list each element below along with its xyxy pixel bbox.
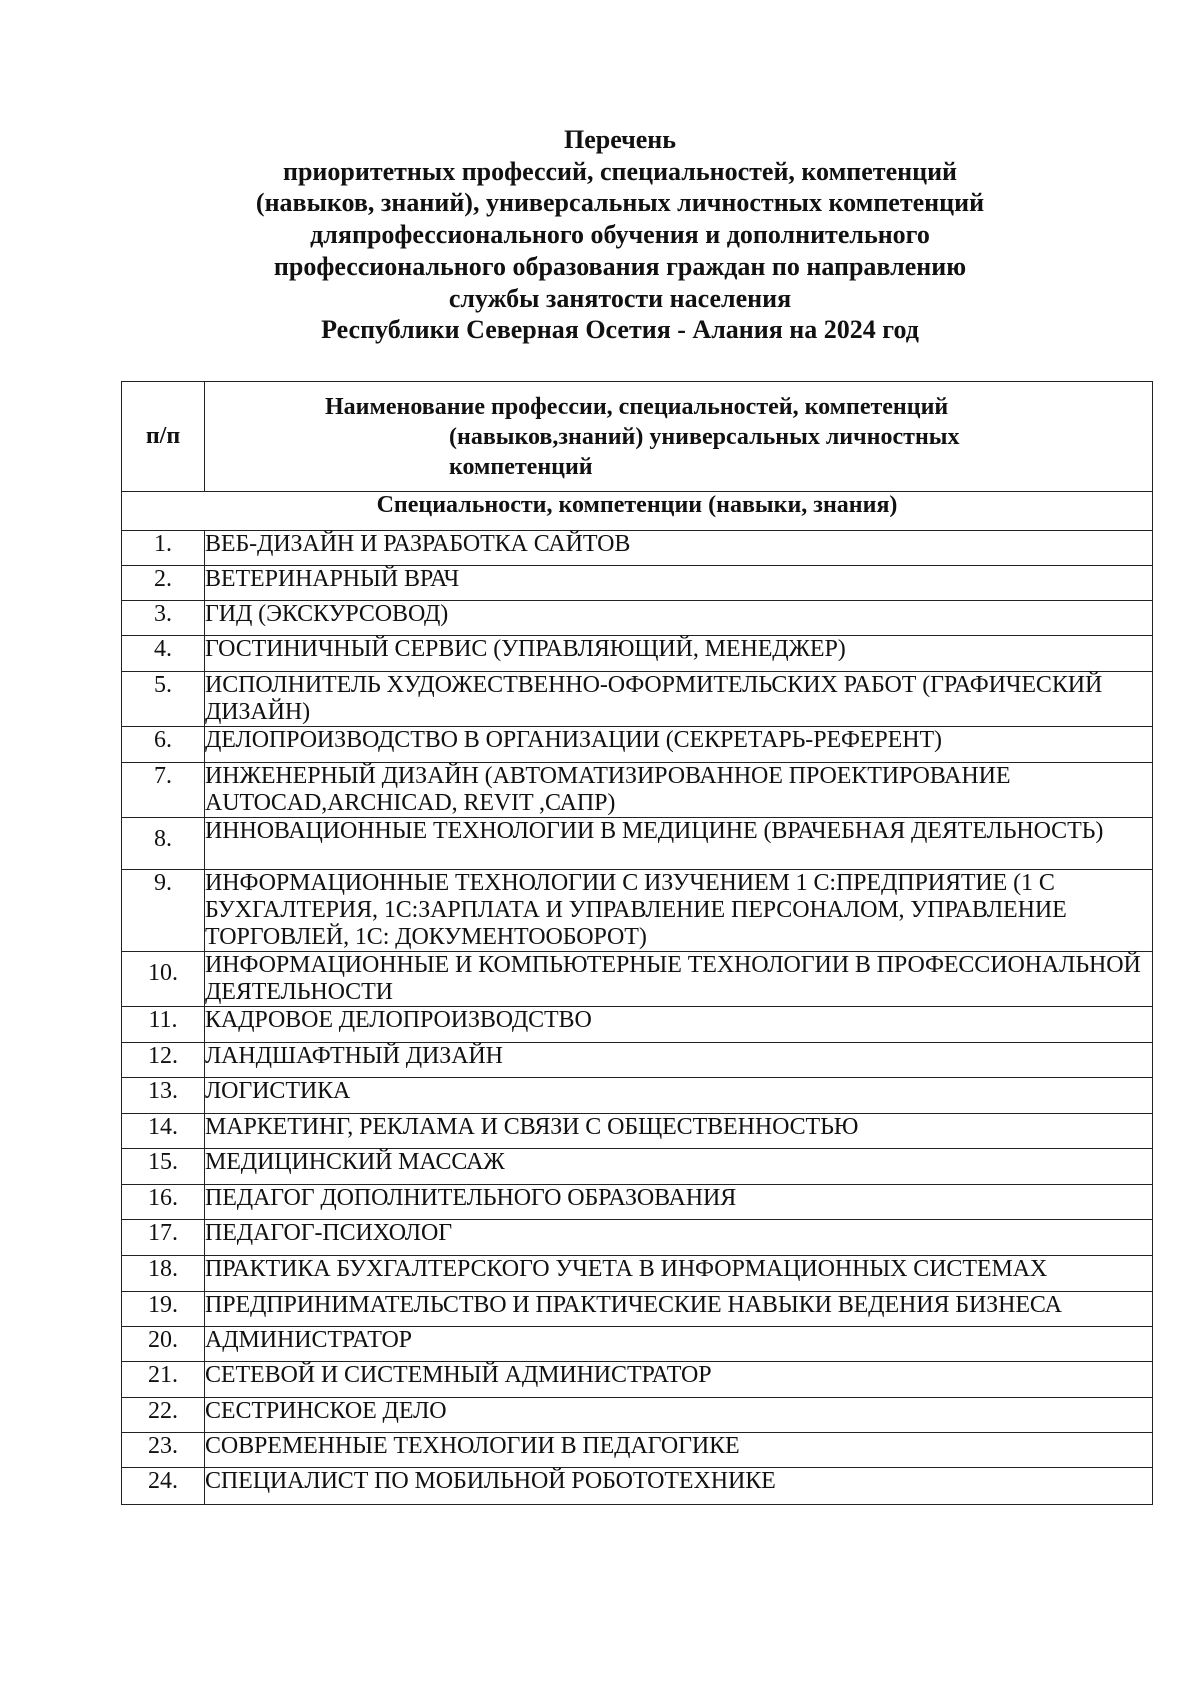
row-name: АДМИНИСТРАТОР (205, 1327, 1153, 1362)
row-number: 9. (122, 870, 205, 952)
table-row (122, 1220, 1153, 1256)
row-number: 19. (122, 1292, 205, 1327)
row-number: 16. (122, 1185, 205, 1220)
table-row (122, 566, 1153, 601)
row-name: ПРАКТИКА БУХГАЛТЕРСКОГО УЧЕТА В ИНФОРМАЦИОННЫХ СИСТЕМАХ (205, 1256, 1153, 1292)
title-line: Перечень (563, 125, 677, 154)
row-number: 6. (122, 727, 205, 763)
row-number: 11. (122, 1007, 205, 1043)
professions-table (121, 381, 1153, 1505)
row-number: 20. (122, 1327, 205, 1362)
row-number: 8. (122, 818, 205, 870)
header-name-line: (навыков,знаний) универсальных личностных (449, 424, 960, 450)
header-num-cell: п/п (122, 382, 205, 492)
table-row (122, 601, 1153, 636)
row-number: 2. (122, 566, 205, 601)
row-name: ИНФОРМАЦИОННЫЕ ТЕХНОЛОГИИ С ИЗУЧЕНИЕМ 1 С:ПРЕДПРИЯТИЕ (1 С БУХГАЛТЕРИЯ, 1С:ЗАРПЛАТА И УПРАВЛЕНИЕ ПЕРСОНАЛОМ, УПРАВЛЕНИЕ ТОРГОВЛЕЙ, 1С: ДОКУМЕНТООБОРОТ) (205, 870, 1153, 952)
row-number: 12. (122, 1043, 205, 1078)
row-number: 18. (122, 1256, 205, 1292)
header-name-line: Наименование профессии, специальностей, компетенций (325, 394, 949, 420)
table-row (122, 1185, 1153, 1220)
row-name: ДЕЛОПРОИЗВОДСТВО В ОРГАНИЗАЦИИ (СЕКРЕТАРЬ-РЕФЕРЕНТ) (205, 727, 1153, 763)
table-row (122, 727, 1153, 763)
row-number: 17. (122, 1220, 205, 1256)
row-name: ГОСТИНИЧНЫЙ СЕРВИС (УПРАВЛЯЮЩИЙ, МЕНЕДЖЕР) (205, 636, 1153, 672)
row-name: КАДРОВОЕ ДЕЛОПРОИЗВОДСТВО (205, 1007, 1153, 1043)
table-row (122, 636, 1153, 672)
row-name: ИНЖЕНЕРНЫЙ ДИЗАЙН (АВТОМАТИЗИРОВАННОЕ ПРОЕКТИРОВАНИЕ AUTOCAD,ARCHICAD, REVIT ,САПР) (205, 763, 1153, 818)
table-row (122, 870, 1153, 952)
header-name-cell (205, 382, 1153, 492)
table-row (122, 1327, 1153, 1362)
table-row (122, 1007, 1153, 1043)
row-number: 13. (122, 1078, 205, 1114)
row-name: ИСПОЛНИТЕЛЬ ХУДОЖЕСТВЕННО-ОФОРМИТЕЛЬСКИХ РАБОТ (ГРАФИЧЕСКИЙ ДИЗАЙН) (205, 672, 1153, 727)
row-number: 15. (122, 1149, 205, 1185)
row-name: ПЕДАГОГ-ПСИХОЛОГ (205, 1220, 1153, 1256)
row-number: 7. (122, 763, 205, 818)
table-row (122, 1114, 1153, 1149)
table-row (122, 1398, 1153, 1433)
title-line: профессионального образования граждан по направлению (273, 251, 967, 281)
row-name: СЕТЕВОЙ И СИСТЕМНЫЙ АДМИНИСТРАТОР (205, 1362, 1153, 1398)
row-number: 4. (122, 636, 205, 672)
section-title: Специальности, компетенции (навыки, знания) (122, 492, 1153, 531)
title-line: дляпрофессионального обучения и дополнительного (310, 220, 930, 250)
row-number: 10. (122, 952, 205, 1007)
table-row (122, 531, 1153, 566)
section-row (122, 492, 1153, 531)
row-name: ИНФОРМАЦИОННЫЕ И КОМПЬЮТЕРНЫЕ ТЕХНОЛОГИИ В ПРОФЕССИОНАЛЬНОЙ ДЕЯТЕЛЬНОСТИ (205, 952, 1153, 1007)
row-number: 5. (122, 672, 205, 727)
row-number: 23. (122, 1433, 205, 1468)
row-name: ЛОГИСТИКА (205, 1078, 1153, 1114)
table-row (122, 1292, 1153, 1327)
row-name: ВЕТЕРИНАРНЫЙ ВРАЧ (205, 566, 1153, 601)
row-number: 21. (122, 1362, 205, 1398)
row-name: ПРЕДПРИНИМАТЕЛЬСТВО И ПРАКТИЧЕСКИЕ НАВЫКИ ВЕДЕНИЯ БИЗНЕСА (205, 1292, 1153, 1327)
table-row (122, 1078, 1153, 1114)
table-row (122, 672, 1153, 727)
table-row (122, 763, 1153, 818)
document-title (150, 124, 1090, 346)
title-line: службы занятости населения (448, 283, 792, 313)
table-row (122, 1043, 1153, 1078)
table-row (122, 1362, 1153, 1398)
table-row (122, 952, 1153, 1007)
table-header-row (122, 382, 1153, 492)
row-name: ПЕДАГОГ ДОПОЛНИТЕЛЬНОГО ОБРАЗОВАНИЯ (205, 1185, 1153, 1220)
table-row (122, 1468, 1153, 1505)
row-name: ГИД (ЭКСКУРСОВОД) (205, 601, 1153, 636)
row-name: СЕСТРИНСКОЕ ДЕЛО (205, 1398, 1153, 1433)
table-row (122, 1433, 1153, 1468)
row-name: СОВРЕМЕННЫЕ ТЕХНОЛОГИИ В ПЕДАГОГИКЕ (205, 1433, 1153, 1468)
row-name: ЛАНДШАФТНЫЙ ДИЗАЙН (205, 1043, 1153, 1078)
title-line: Республики Северная Осетия - Алания на 2024 год (321, 315, 919, 345)
row-number: 3. (122, 601, 205, 636)
table-row (122, 1256, 1153, 1292)
row-name: МЕДИЦИНСКИЙ МАССАЖ (205, 1149, 1153, 1185)
row-name: ИННОВАЦИОННЫЕ ТЕХНОЛОГИИ В МЕДИЦИНЕ (ВРАЧЕБНАЯ ДЕЯТЕЛЬНОСТЬ) (205, 818, 1153, 870)
title-line: приоритетных профессий, специальностей, компетенций (282, 156, 958, 186)
title-line: (навыков, знаний), универсальных личностных компетенций (255, 188, 985, 218)
table-row (122, 1149, 1153, 1185)
row-number: 22. (122, 1398, 205, 1433)
row-number: 14. (122, 1114, 205, 1149)
row-number: 1. (122, 531, 205, 566)
header-name-line: компетенций (449, 454, 593, 480)
row-name: СПЕЦИАЛИСТ ПО МОБИЛЬНОЙ РОБОТОТЕХНИКЕ (205, 1468, 1153, 1505)
row-number: 24. (122, 1468, 205, 1505)
table-row (122, 818, 1153, 870)
row-name: ВЕБ-ДИЗАЙН И РАЗРАБОТКА САЙТОВ (205, 531, 1153, 566)
row-name: МАРКЕТИНГ, РЕКЛАМА И СВЯЗИ С ОБЩЕСТВЕННОСТЬЮ (205, 1114, 1153, 1149)
